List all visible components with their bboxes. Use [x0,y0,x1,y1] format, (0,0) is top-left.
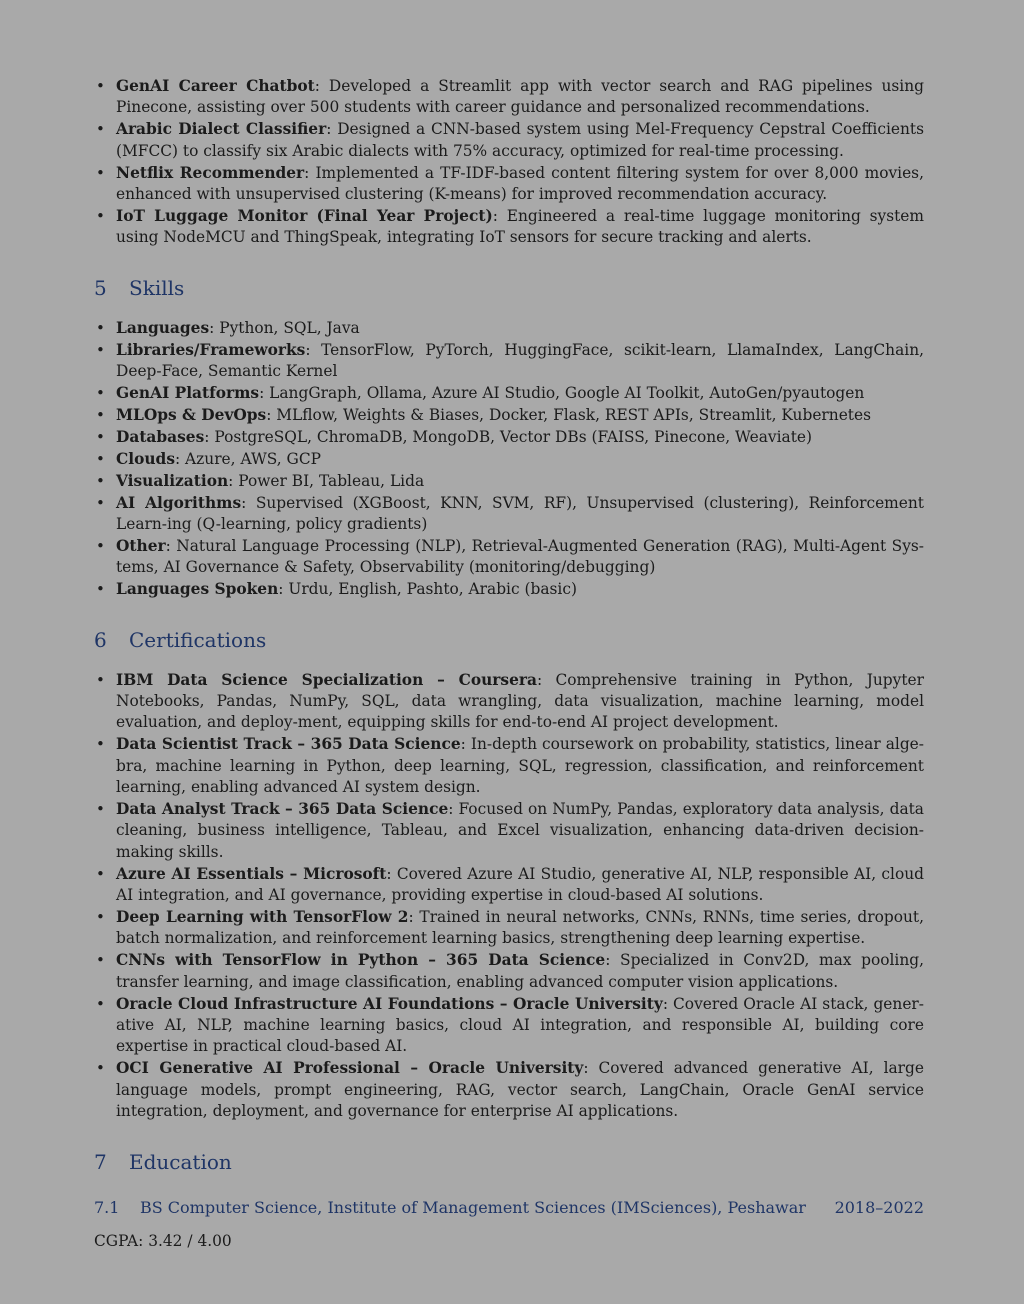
item-text: : Urdu, English, Pashto, Arabic (basic) [278,580,577,599]
list-item [94,318,924,339]
item-text: : MLflow, Weights & Biases, Docker, Flask, REST APIs, Streamlit, Kubernetes [266,405,871,424]
item-text: : Python, SQL, Java [209,318,360,337]
item-text: : Covered advanced generative AI, large language models, prompt engineering, RAG, vector search, LangChain, Oracle GenAI service integration, deployment, and governance for enterprise AI applications. [116,1059,925,1121]
list-item [94,119,924,162]
degree-heading [94,1197,924,1218]
list-item [94,163,924,206]
projects-list [94,76,924,249]
item-term: Clouds [116,449,175,468]
list-item [94,907,924,950]
list-item [94,405,924,426]
degree-title: BS Computer Science, Institute of Management Sciences (IMSciences), Peshawar [140,1197,806,1217]
item-term: Visualization [116,471,229,490]
list-item [94,799,924,863]
item-text: : Covered Oracle AI stack, gener-ative AI, NLP, machine learning basics, cloud AI integration, and responsible AI, building core expertise in practical cloud-based AI. [116,994,924,1056]
item-text: : Azure, AWS, GCP [174,449,321,468]
item-text: : Designed a CNN-based system using Mel-Frequency Cepstral Coefficients (MFCC) to classify six Arabic dialects with 75% accuracy, optimized for real-time processing. [116,120,924,160]
list-item [94,734,924,798]
section-title: Education [129,1149,232,1174]
item-term: IoT Luggage Monitor (Final Year Project) [116,206,493,225]
list-item [94,994,924,1058]
item-term: Data Scientist Track – 365 Data Science [116,735,461,754]
list-item [94,670,924,734]
item-term: Databases [116,427,205,446]
section-heading-certifications [94,627,924,653]
list-item [94,950,924,993]
subsection-number: 7.1 [94,1197,120,1217]
skills-list [94,318,924,601]
item-text: : Comprehensive training in Python, Jupyter Notebooks, Pandas, NumPy, SQL, data wrangling, data visualization, machine learning, model evaluation, and deploy-ment, equipping skills for end-to-end AI project development. [116,670,924,732]
item-text: : Focused on NumPy, Pandas, exploratory data analysis, data cleaning, business intelligence, Tableau, and Excel visualization, enhancing data-driven decision-making skills. [116,799,924,861]
list-item [94,383,924,404]
item-text: : Power BI, Tableau, Lida [228,471,425,490]
item-text: : TensorFlow, PyTorch, HuggingFace, scikit-learn, LlamaIndex, LangChain, Deep-Face, Semantic Kernel [116,340,924,381]
list-item [94,864,924,907]
item-text: : Developed a Streamlit app with vector search and RAG pipelines using Pinecone, assisting over 500 students with career guidance and personalized recommendations. [116,77,924,117]
section-title: Certifications [129,627,267,652]
list-item [94,471,924,492]
item-term: Libraries/Frameworks [116,340,306,359]
item-text: : Natural Language Processing (NLP), Retrieval-Augmented Generation (RAG), Multi-Agent Sys-tems, AI Governance & Safety, Observability (monitoring/debugging) [116,536,924,577]
item-term: Languages Spoken [116,580,279,599]
list-item [94,579,924,600]
item-term: OCI Generative AI Professional – Oracle University [116,1059,584,1078]
section-number: 5 [94,275,107,300]
item-text: : Supervised (XGBoost, KNN, SVM, RF), Unsupervised (clustering), Reinforcement Learn-ing (Q-learning, policy gradients) [116,493,924,533]
list-item [94,427,924,448]
item-term: IBM Data Science Specialization – Coursera [116,670,537,689]
item-text: : PostgreSQL, ChromaDB, MongoDB, Vector DBs (FAISS, Pinecone, Weaviate) [204,427,812,446]
item-term: GenAI Platforms [116,383,260,402]
item-term: Languages [116,318,210,337]
degree-years: 2018–2022 [834,1197,924,1217]
item-term: Netflix Recommender [116,163,305,182]
item-text: : In-depth coursework on probability, statistics, linear alge-bra, machine learning in Python, deep learning, SQL, regression, classification, and reinforcement learning, enabling advanced AI system design. [116,735,924,797]
item-text: : Covered Azure AI Studio, generative AI, NLP, responsible AI, cloud AI integration, and AI governance, providing expertise in cloud-based AI solutions. [116,864,924,905]
item-term: Data Analyst Track – 365 Data Science [116,799,449,818]
item-term: Deep Learning with TensorFlow 2 [116,908,409,926]
section-number: 7 [94,1149,107,1174]
item-term: CNNs with TensorFlow in Python – 365 Data Science [116,951,606,970]
list-item [94,1058,924,1122]
item-term: Other [116,536,166,555]
section-number: 6 [94,627,107,652]
item-text: : Implemented a TF-IDF-based content filtering system for over 8,000 movies, enhanced with unsupervised clustering (K-means) for improved recommendation accuracy. [116,163,924,204]
section-title: Skills [129,275,185,300]
item-term: Oracle Cloud Infrastructure AI Foundations – Oracle University [116,994,663,1013]
item-term: AI Algorithms [116,493,242,512]
list-item [94,493,924,536]
list-item [94,340,924,383]
list-item [94,76,924,119]
section-heading-skills [94,275,924,301]
item-term: MLOps & DevOps [116,405,267,424]
item-text: : LangGraph, Ollama, Azure AI Studio, Google AI Toolkit, AutoGen/pyautogen [259,383,865,402]
item-term: Arabic Dialect Classifier [116,120,327,139]
certifications-list [94,670,924,1123]
gpa-text: CGPA: 3.42 / 4.00 [94,1231,232,1250]
list-item [94,449,924,470]
item-text: : Specialized in Conv2D, max pooling, transfer learning, and image classification, enabling advanced computer vision applications. [116,951,925,991]
item-term: GenAI Career Chatbot [116,77,315,95]
list-item [94,536,924,579]
section-heading-education [94,1149,924,1175]
item-text: : Engineered a real-time luggage monitoring system using NodeMCU and ThingSpeak, integrating IoT sensors for secure tracking and alerts. [116,206,925,247]
item-term: Azure AI Essentials – Microsoft [116,864,387,883]
item-text: : Trained in neural networks, CNNs, RNNs, time series, dropout, batch normalization, and reinforcement learning basics, strengthening deep learning expertise. [116,908,925,948]
list-item [94,206,924,249]
